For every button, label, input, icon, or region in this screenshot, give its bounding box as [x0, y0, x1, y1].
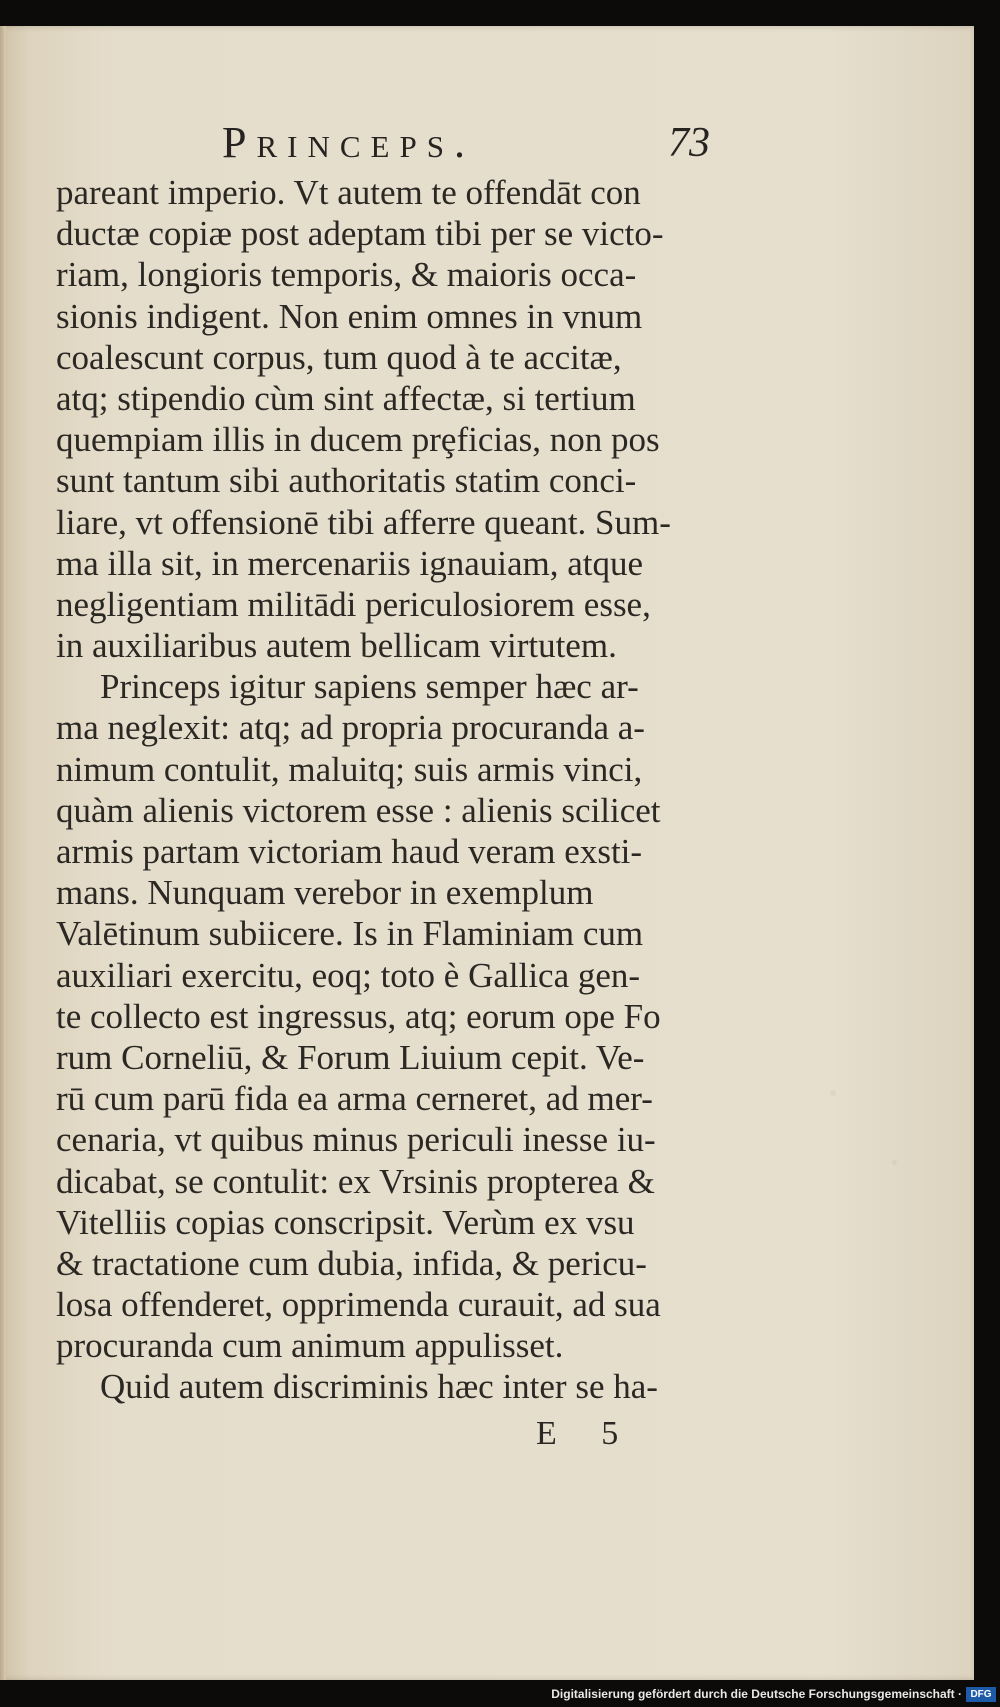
running-head [0, 117, 974, 173]
text-line: pareant imperio. Vt autem te offendāt con [56, 173, 641, 212]
text-line: & tractatione cum dubia, infida, & pericu- [56, 1243, 647, 1283]
footer-bar [0, 1680, 1000, 1707]
text-line: quempiam illis in ducem prȩficias, non pos [56, 420, 660, 460]
page-number: 73 [668, 120, 710, 166]
text-line: ma illa sit, in mercenariis ignauiam, atque [56, 543, 644, 583]
paragraph-start-line: Princeps igitur sapiens semper hæc ar- [100, 667, 639, 707]
paragraph-start-line: Quid autem discriminis hæc inter se ha- [100, 1367, 658, 1407]
text-line: negligentiam militādi periculosiorem esse, [56, 584, 651, 624]
body-text [56, 172, 716, 1408]
text-line: liare, vt offensionē tibi afferre queant. Sum- [56, 502, 671, 542]
text-line: procuranda cum animum appulisset. [56, 1326, 564, 1366]
paper-stain [892, 1160, 897, 1165]
paper-stain [830, 1090, 836, 1096]
text-line: nimum contulit, maluitq; suis armis vinci, [56, 749, 643, 789]
text-line: Vitelliis copias conscripsit. Verùm ex vsu [56, 1202, 635, 1242]
text-line: cenaria, vt quibus minus periculi inesse iu- [56, 1120, 656, 1160]
text-line: ductæ copiæ post adeptam tibi per se victo- [56, 214, 664, 254]
text-line: ma neglexit: atq; ad propria procuranda a- [56, 708, 645, 748]
text-line: auxiliari exercitu, eoq; toto è Gallica gen- [56, 955, 641, 995]
text-line: sionis indigent. Non enim omnes in vnum [56, 296, 643, 336]
signature-mark: E 5 [536, 1415, 637, 1452]
text-line: riam, longioris temporis, & maioris occa- [56, 255, 637, 295]
text-line: losa offenderet, opprimenda curauit, ad sua [56, 1285, 661, 1325]
text-line: sunt tantum sibi authoritatis statim conci- [56, 461, 637, 501]
running-title: Princeps. [222, 118, 475, 167]
text-line: mans. Nunquam verebor in exemplum [56, 873, 594, 913]
text-line: dicabat, se contulit: ex Vrsinis propterea & [56, 1161, 655, 1201]
page-edge [0, 26, 6, 1680]
digitization-credit: Digitalisierung gefördert durch die Deutsche Forschungsgemeinschaft · [551, 1687, 962, 1701]
text-line: armis partam victoriam haud veram exsti- [56, 832, 643, 871]
text-line: rum Corneliū, & Forum Liuium cepit. Ve- [56, 1037, 645, 1077]
text-line: in auxiliaribus autem bellicam virtutem. [56, 626, 617, 666]
text-line: quàm alienis victorem esse : alienis scilicet [56, 790, 661, 830]
text-line: Valētinum subiicere. Is in Flaminiam cum [56, 914, 644, 954]
text-line: te collecto est ingressus, atq; eorum ope Fo [56, 996, 661, 1036]
dfg-logo-icon: DFG [966, 1687, 996, 1702]
text-line: rū cum parū fida ea arma cerneret, ad mer- [56, 1079, 653, 1119]
text-line: atq; stipendio cùm sint affectæ, si tertium [56, 378, 636, 418]
text-line: coalescunt corpus, tum quod à te accitæ, [56, 337, 622, 377]
